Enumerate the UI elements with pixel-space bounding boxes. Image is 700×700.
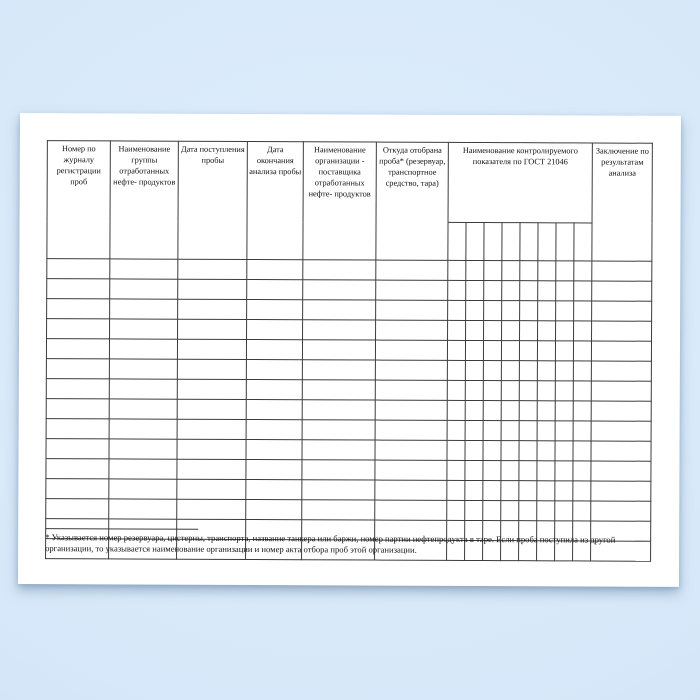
- col-header-supplier-organization: Наименование организации - поставщика отработанных нефте- продуктов: [303, 142, 377, 260]
- empty-cell: [501, 441, 519, 461]
- empty-cell: [375, 380, 447, 400]
- empty-cell: [46, 339, 109, 359]
- empty-cell: [246, 399, 302, 419]
- empty-cell: [46, 499, 109, 519]
- empty-cell: [376, 320, 448, 340]
- empty-cell: [247, 279, 303, 299]
- table-row: [46, 499, 651, 522]
- empty-cell: [573, 501, 591, 521]
- empty-cell: [483, 421, 501, 441]
- empty-cell: [47, 299, 110, 319]
- empty-cell: [448, 300, 466, 320]
- empty-cell: [520, 301, 538, 321]
- gost-subcolumn-cell: [448, 222, 466, 260]
- empty-cell: [110, 259, 178, 279]
- empty-cell: [177, 499, 246, 519]
- empty-cell: [47, 319, 110, 339]
- empty-cell: [519, 381, 537, 401]
- empty-cell: [537, 361, 555, 381]
- empty-cell: [110, 299, 178, 319]
- empty-cell: [465, 400, 483, 420]
- sample-registration-table: [45, 140, 653, 562]
- empty-cell: [376, 280, 448, 300]
- table-row: [47, 319, 652, 342]
- empty-cell: [537, 441, 555, 461]
- empty-cell: [483, 441, 501, 461]
- gost-subcolumn-cell: [502, 223, 520, 261]
- empty-cell: [375, 480, 447, 500]
- empty-cell: [502, 281, 520, 301]
- empty-cell: [574, 321, 592, 341]
- empty-cell: [555, 381, 573, 401]
- empty-cell: [109, 439, 177, 459]
- empty-cell: [556, 281, 574, 301]
- empty-cell: [466, 280, 484, 300]
- empty-cell: [109, 359, 177, 379]
- table-header: [47, 141, 653, 262]
- empty-cell: [303, 300, 376, 320]
- col-header-sample-number: Номер по журналу регистрации проб: [47, 141, 111, 259]
- empty-cell: [109, 419, 177, 439]
- empty-cell: [465, 340, 483, 360]
- empty-cell: [247, 299, 303, 319]
- empty-cell: [302, 420, 375, 440]
- table-row: [46, 359, 651, 382]
- empty-cell: [573, 381, 591, 401]
- empty-cell: [519, 461, 537, 481]
- empty-cell: [537, 481, 555, 501]
- table-row: [46, 339, 651, 362]
- empty-cell: [502, 301, 520, 321]
- empty-cell: [302, 400, 375, 420]
- table-body: [46, 259, 652, 562]
- empty-cell: [47, 259, 110, 279]
- empty-cell: [520, 281, 538, 301]
- empty-cell: [519, 421, 537, 441]
- empty-cell: [302, 500, 375, 520]
- col-header-sample-source: Откуда отобрана проба* (резервуар, транспортное средство, тара): [376, 142, 449, 260]
- empty-cell: [501, 481, 519, 501]
- empty-cell: [591, 421, 651, 441]
- paper-sheet: [18, 113, 681, 587]
- empty-cell: [484, 301, 502, 321]
- empty-cell: [177, 419, 246, 439]
- empty-cell: [573, 461, 591, 481]
- empty-cell: [538, 301, 556, 321]
- empty-cell: [591, 461, 651, 481]
- empty-cell: [483, 361, 501, 381]
- empty-cell: [555, 441, 573, 461]
- empty-cell: [484, 261, 502, 281]
- footnote-text: * Указывается номер резервуара, цистерны, транспорта, название танкера или баржи, номер партии нефтепродукта в таре. Если проба поступила из другой организации, то указывается наименование организации и номер акта отбора проб этой организации.: [45, 532, 616, 555]
- empty-cell: [538, 321, 556, 341]
- empty-cell: [376, 300, 448, 320]
- empty-cell: [591, 341, 651, 361]
- empty-cell: [501, 461, 519, 481]
- empty-cell: [501, 381, 519, 401]
- empty-cell: [538, 261, 556, 281]
- empty-cell: [555, 401, 573, 421]
- empty-cell: [573, 421, 591, 441]
- empty-cell: [556, 261, 574, 281]
- empty-cell: [246, 479, 302, 499]
- empty-cell: [177, 439, 246, 459]
- empty-cell: [447, 480, 465, 500]
- footnote: [45, 528, 649, 557]
- empty-cell: [109, 399, 177, 419]
- empty-cell: [375, 500, 447, 520]
- empty-cell: [110, 319, 178, 339]
- empty-cell: [447, 500, 465, 520]
- empty-cell: [502, 261, 520, 281]
- empty-cell: [178, 319, 247, 339]
- empty-cell: [109, 459, 177, 479]
- empty-cell: [376, 260, 448, 280]
- empty-cell: [483, 381, 501, 401]
- empty-cell: [519, 441, 537, 461]
- empty-cell: [46, 359, 109, 379]
- empty-cell: [483, 481, 501, 501]
- empty-cell: [555, 481, 573, 501]
- empty-cell: [520, 261, 538, 281]
- empty-cell: [447, 360, 465, 380]
- empty-cell: [447, 460, 465, 480]
- empty-cell: [246, 339, 302, 359]
- empty-cell: [537, 461, 555, 481]
- empty-cell: [109, 379, 177, 399]
- empty-cell: [555, 421, 573, 441]
- empty-cell: [246, 359, 302, 379]
- empty-cell: [483, 501, 501, 521]
- empty-cell: [247, 259, 303, 279]
- empty-cell: [592, 261, 652, 281]
- col-header-receipt-date: Дата поступления пробы: [178, 141, 248, 259]
- empty-cell: [46, 479, 109, 499]
- empty-cell: [375, 420, 447, 440]
- gost-subcolumn-cell: [466, 222, 484, 260]
- empty-cell: [448, 280, 466, 300]
- gost-subcolumn-cell: [484, 223, 502, 261]
- empty-cell: [448, 320, 466, 340]
- empty-cell: [555, 501, 573, 521]
- empty-cell: [110, 279, 178, 299]
- empty-cell: [465, 500, 483, 520]
- empty-cell: [555, 361, 573, 381]
- empty-cell: [302, 440, 375, 460]
- empty-cell: [303, 260, 376, 280]
- empty-cell: [573, 481, 591, 501]
- empty-cell: [537, 421, 555, 441]
- empty-cell: [177, 399, 246, 419]
- empty-cell: [483, 461, 501, 481]
- col-header-product-group: Наименование группы отработанных нефте- продуктов: [110, 141, 179, 259]
- empty-cell: [375, 360, 447, 380]
- empty-cell: [177, 479, 246, 499]
- empty-cell: [465, 480, 483, 500]
- empty-cell: [178, 299, 247, 319]
- empty-cell: [519, 481, 537, 501]
- table-row: [47, 259, 652, 282]
- empty-cell: [591, 361, 651, 381]
- empty-cell: [375, 460, 447, 480]
- empty-cell: [484, 321, 502, 341]
- empty-cell: [520, 321, 538, 341]
- gost-subcolumn-cell: [556, 223, 574, 261]
- empty-cell: [246, 419, 302, 439]
- empty-cell: [555, 461, 573, 481]
- empty-cell: [555, 341, 573, 361]
- empty-cell: [46, 459, 109, 479]
- empty-cell: [302, 340, 375, 360]
- table-row: [46, 419, 651, 442]
- empty-cell: [591, 441, 651, 461]
- empty-cell: [246, 379, 302, 399]
- empty-cell: [465, 440, 483, 460]
- footnote-separator: [45, 528, 198, 530]
- empty-cell: [46, 419, 109, 439]
- empty-cell: [46, 399, 109, 419]
- empty-cell: [483, 341, 501, 361]
- empty-cell: [537, 341, 555, 361]
- gost-subcolumn-cell: [520, 223, 538, 261]
- empty-cell: [592, 321, 652, 341]
- empty-cell: [466, 320, 484, 340]
- empty-cell: [109, 479, 177, 499]
- empty-cell: [592, 281, 652, 301]
- empty-cell: [519, 341, 537, 361]
- empty-cell: [501, 501, 519, 521]
- empty-cell: [501, 361, 519, 381]
- col-header-gost-indicator-group: Наименование контролируемого показателя по ГОСТ 21046: [448, 142, 592, 223]
- empty-cell: [178, 279, 247, 299]
- empty-cell: [537, 381, 555, 401]
- empty-cell: [246, 459, 302, 479]
- empty-cell: [501, 401, 519, 421]
- empty-cell: [177, 379, 246, 399]
- empty-cell: [591, 481, 651, 501]
- empty-cell: [302, 480, 375, 500]
- empty-cell: [591, 381, 651, 401]
- empty-cell: [502, 321, 520, 341]
- table-row: [47, 279, 652, 302]
- empty-cell: [246, 439, 302, 459]
- empty-cell: [375, 340, 447, 360]
- table-row: [46, 399, 651, 422]
- empty-cell: [574, 281, 592, 301]
- table-row: [46, 439, 651, 462]
- empty-cell: [303, 280, 376, 300]
- col-header-analysis-end-date: Дата окончания анализа пробы: [247, 141, 304, 259]
- empty-cell: [519, 501, 537, 521]
- empty-cell: [465, 460, 483, 480]
- table-row: [46, 459, 651, 482]
- empty-cell: [573, 401, 591, 421]
- table-row: [46, 479, 651, 502]
- empty-cell: [591, 401, 651, 421]
- gost-subcolumn-cell: [538, 223, 556, 261]
- empty-cell: [47, 279, 110, 299]
- empty-cell: [501, 421, 519, 441]
- empty-cell: [537, 501, 555, 521]
- empty-cell: [466, 260, 484, 280]
- empty-cell: [519, 401, 537, 421]
- table-row: [46, 379, 651, 402]
- empty-cell: [465, 380, 483, 400]
- empty-cell: [246, 499, 302, 519]
- empty-cell: [177, 339, 246, 359]
- empty-cell: [447, 340, 465, 360]
- empty-cell: [177, 459, 246, 479]
- empty-cell: [573, 441, 591, 461]
- empty-cell: [447, 380, 465, 400]
- empty-cell: [574, 261, 592, 281]
- empty-cell: [556, 321, 574, 341]
- gost-subcolumn-cell: [574, 223, 592, 261]
- empty-cell: [556, 301, 574, 321]
- empty-cell: [465, 420, 483, 440]
- empty-cell: [483, 401, 501, 421]
- empty-cell: [591, 501, 651, 521]
- header-row-main: [47, 141, 652, 224]
- table-row: [47, 299, 652, 322]
- empty-cell: [573, 341, 591, 361]
- empty-cell: [46, 379, 109, 399]
- empty-cell: [501, 341, 519, 361]
- empty-cell: [466, 300, 484, 320]
- empty-cell: [592, 301, 652, 321]
- empty-cell: [573, 361, 591, 381]
- empty-cell: [178, 259, 247, 279]
- empty-cell: [109, 339, 177, 359]
- empty-cell: [109, 499, 177, 519]
- empty-cell: [447, 440, 465, 460]
- empty-cell: [484, 281, 502, 301]
- empty-cell: [447, 420, 465, 440]
- empty-cell: [302, 360, 375, 380]
- empty-cell: [375, 400, 447, 420]
- empty-cell: [303, 320, 376, 340]
- empty-cell: [302, 380, 375, 400]
- empty-cell: [538, 281, 556, 301]
- empty-cell: [302, 460, 375, 480]
- empty-cell: [46, 439, 109, 459]
- empty-cell: [247, 319, 303, 339]
- empty-cell: [448, 260, 466, 280]
- empty-cell: [574, 301, 592, 321]
- empty-cell: [177, 359, 246, 379]
- empty-cell: [465, 360, 483, 380]
- col-header-analysis-conclusion: Заключение по результатам анализа: [592, 143, 653, 261]
- empty-cell: [375, 440, 447, 460]
- empty-cell: [537, 401, 555, 421]
- empty-cell: [447, 400, 465, 420]
- empty-cell: [519, 361, 537, 381]
